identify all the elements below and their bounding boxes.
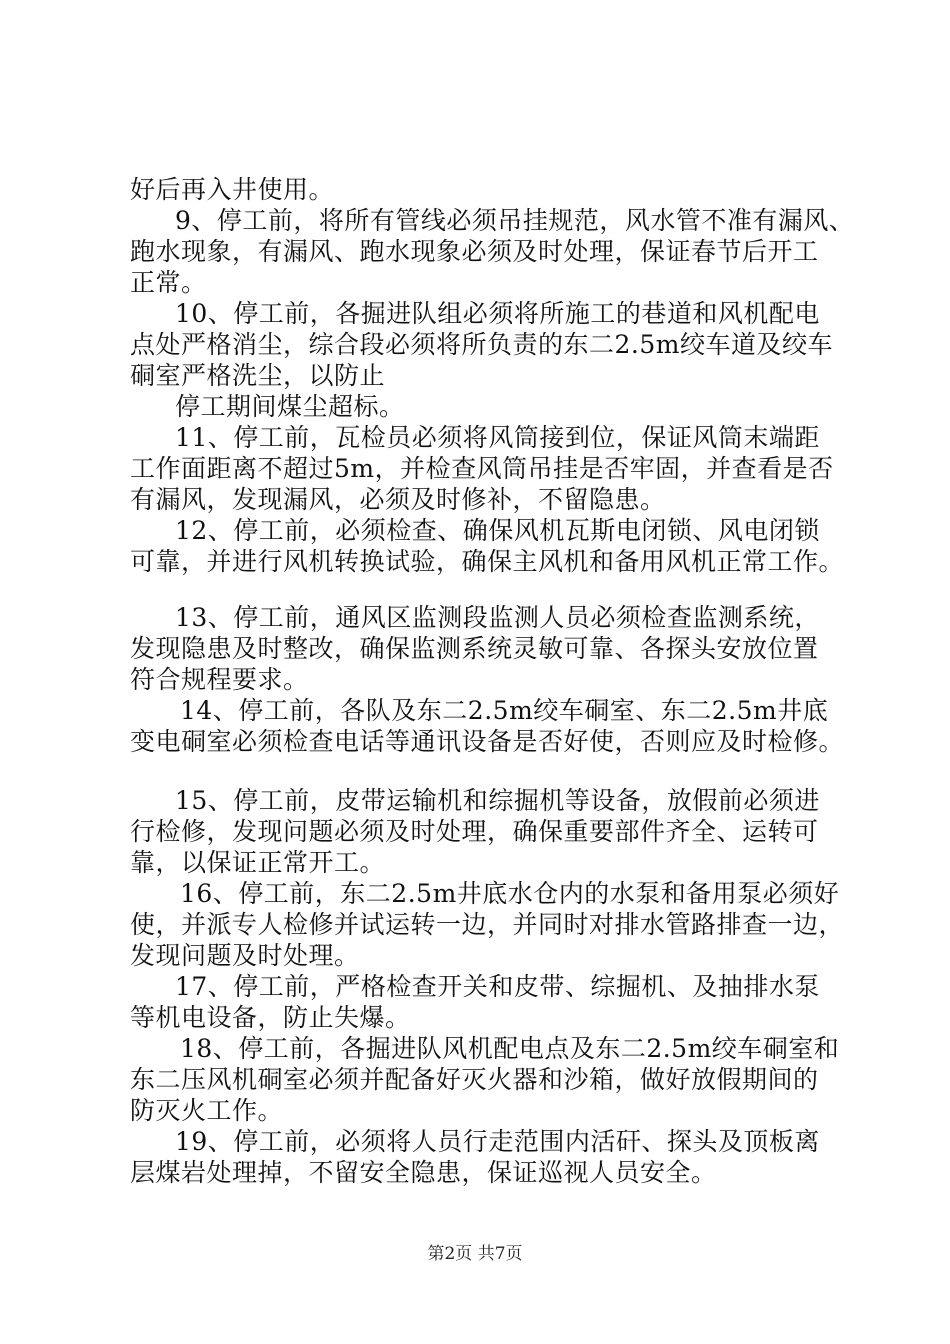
text-line: 16、停工前，东二2.5m井底水仓内的水泵和备用泵必须好 [180, 879, 840, 908]
text-line: 层煤岩处理掉，不留安全隐患，保证巡视人员安全。 [130, 1158, 717, 1187]
text-line: 12、停工前，必须检查、确保风机瓦斯电闭锁、风电闭锁 [175, 516, 820, 545]
text-line: 符合规程要求。 [130, 665, 309, 694]
text-line: 15、停工前，皮带运输机和综掘机等设备，放假前必须进 [175, 786, 820, 815]
text-line: 跑水现象，有漏风、跑水现象必须及时处理，保证春节后开工 [130, 237, 819, 266]
text-line: 有漏风，发现漏风，必须及时修补，不留隐患。 [130, 485, 666, 514]
text-line: 等机电设备，防止失爆。 [130, 1003, 411, 1032]
text-line: 11、停工前，瓦检员必须将风筒接到位，保证风筒末端距 [175, 423, 820, 452]
text-line: 硐室严格洗尘，以防止 [130, 361, 386, 390]
text-line: 14、停工前，各队及东二2.5m绞车硐室、东二2.5m井底 [180, 696, 829, 725]
text-line: 19、停工前，必须将人员行走范围内活矸、探头及顶板离 [175, 1127, 820, 1156]
text-line: 点处严格消尘，综合段必须将所负责的东二2.5m绞车道及绞车 [130, 330, 833, 359]
text-line: 13、停工前，通风区监测段监测人员必须检查监测系统， [175, 603, 820, 632]
text-line: 正常。 [130, 268, 207, 297]
text-line: 工作面距离不超过5m，并检查风筒吊挂是否牢固，并查看是否 [130, 454, 834, 483]
text-line: 17、停工前，严格检查开关和皮带、综掘机、及抽排水泵 [175, 972, 820, 1001]
text-line: 东二压风机硐室必须并配备好灭火器和沙箱，做好放假期间的 [130, 1065, 819, 1094]
page-number-footer: 第2页 共7页 [427, 1244, 523, 1264]
text-line: 9、停工前，将所有管线必须吊挂规范，风水管不准有漏风、 [175, 206, 855, 235]
text-line: 好后再入井使用。 [130, 175, 335, 204]
text-line: 发现隐患及时整改，确保监测系统灵敏可靠、各探头安放位置 [130, 634, 819, 663]
text-line: 变电硐室必须检查电话等通讯设备是否好使，否则应及时检修。 [130, 727, 845, 756]
text-line: 发现问题及时处理。 [130, 941, 360, 970]
text-line: 可靠，并进行风机转换试验，确保主风机和备用风机正常工作。 [130, 547, 845, 576]
text-line: 10、停工前，各掘进队组必须将所施工的巷道和风机配电 [175, 299, 820, 328]
text-line: 18、停工前，各掘进队风机配电点及东二2.5m绞车硐室和 [180, 1034, 840, 1063]
text-line: 靠，以保证正常开工。 [130, 848, 386, 877]
text-line: 行检修，发现问题必须及时处理，确保重要部件齐全、运转可 [130, 817, 819, 846]
text-line: 使，并派专人检修并试运转一边，并同时对排水管路排查一边， [130, 910, 845, 939]
text-line: 防灭火工作。 [130, 1096, 284, 1125]
text-line: 停工期间煤尘超标。 [175, 392, 405, 421]
